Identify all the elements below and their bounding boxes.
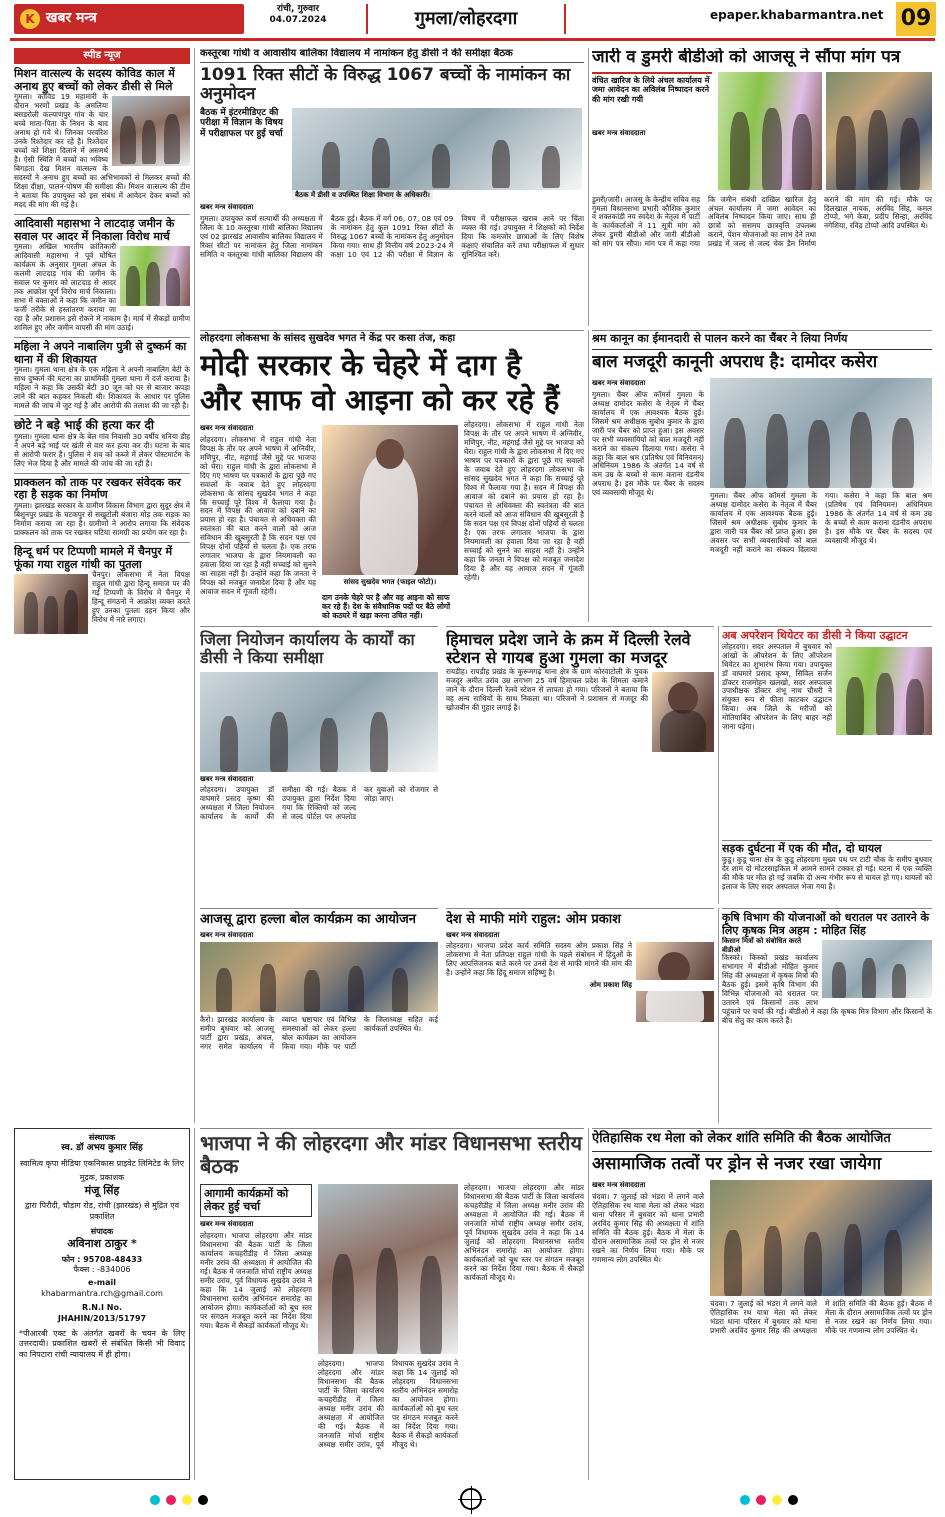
dc-review-story	[200, 626, 438, 904]
story-headline: देश से माफी मांगे राहुल: ओम प्रकाश	[446, 912, 621, 927]
imprint-printer: द्वारा पिरौदी, चौड़ाग रोड, रांची (झारखंड) से मुद्रित एवं प्रकाशित	[24, 1201, 180, 1221]
column-rule	[194, 1128, 195, 1480]
story-body: गुमला। गुमला थाना क्षेत्र के बेल गांव निवासी 30 वर्षीय धनिया डीह ने अपने बड़े भाई पर खंती से वार कर हत्या कर दी। घटना के बाद से आरोपी फरार है। पुलिस ने शव को कब्जे में लेकर पोस्टमार्टम के लिए भेज दिया है और मामले की जांच की जा रही है।	[14, 431, 190, 468]
imprint-rni-number: JHAHIN/2013/51797	[57, 1313, 147, 1323]
story-body: गुमला। गुमला थाना क्षेत्र के एक महिला ने अपनी नाबालिग बेटी के साथ दुष्कर्म की घटना का प्राथमिकी गुमला थाना में दर्ज कराया है। महिला ने कहा कि उसकी बेटी 30 जून को घर से बाजार कपड़ा लाने की बात कहकर निकली थी। शिकायत के आधार पर पुलिस मामले की जांच में जुट गई है और आरोपी की तलाश की जा रही है।	[14, 365, 190, 411]
story-headline: बाल मजदूरी कानूनी अपराध है: दामोदर कसेरा	[592, 351, 878, 372]
story-body: डुमरी/जारी। आजसू के केन्द्रीय सचिव सह गुमला विधानसभा प्रभारी कौशिक कुमार व शक्तकांडी नय स्वदेश के नेतृत्व में पार्टी के कार्यकर्ताओं ने 11 सूत्री मांग को लेकर डुमरी बीडीओ और जारी बीडीओ को मांग पत्र सौंपा। मांग पत्र में कहा गया कि जमीन संबंधी दाखिल खारिज हेतु अंचल कार्यालय में जमा आवेदन का अविलंब निष्पादन किया जाए। साथ ही छात्रों को ससमय छात्रवृत्ति उपलब्ध कराने, पेंशन योजनाओं का लाभ देने तथा प्रखंड में जल्द से जल्द चेक डैम निर्माण कराने की मांग की गई। मौके पर दिलखाल नायक, अरविंद सिंह, कमल टोप्पो, भगे केवा, प्रदीप सिन्हा, अरविंद नगेशिया, रविंद्र टोप्पो आदि उपस्थित थे।	[592, 194, 932, 249]
story-body: लोहरदगा। भाजपा लोहरदगा और मांडर विधानसभा की बैठक पार्टी के जिला कार्यालय कचहरीडीह में जिला अध्यक्ष मनीर उरांव की अध्यक्षता में आयोजित की गई। बैठक में जनजाति मोर्चा राष्ट्रीय अध्यक्ष समीर उरांव, पूर्व विधायक सुखदेव उरांव ने कहा कि 14 जुलाई को लोहरदगा विधानसभा स्तरीय अभिनंदन समारोह का आयोजन होगा। कार्यकर्ताओं को बूथ स्तर पर संगठन मजबूत करने का निर्देश दिया गया। बैठक में सैकड़ों कार्यकर्ता मौजूद थे।	[200, 1230, 312, 1330]
story-photo	[836, 647, 932, 735]
registration-dot	[198, 1495, 208, 1505]
photo-caption: ओम प्रकाश सिंह	[446, 980, 714, 991]
imprint-owner: स्वामित्व कृपा मीडिया एकनिकास प्राइवेट लिमिटेड के लिए	[20, 1159, 184, 1169]
accident-story	[722, 840, 932, 904]
story-body: लोहरदगा। सदर अस्पताल में बुधवार को आंखों के ऑपरेशन के लिए ऑपरेशन थियेटर का शुभारंभ किया गया। उपायुक्त डॉ वाघमारे प्रसाद कृष्ण, सिविल सर्जन डॉक्टर राजमोहन खलखो, सदर अस्पताल उपाधीक्षक डॉक्टर शंभू नाथ चौधरी ने संयुक्त रूप से फीता काटकर उद्घाटन किया। अब जिले के मरीजों को मोतियाबिंद ऑपरेशन के लिए बाहर नहीं जाना पड़ेगा।	[722, 641, 832, 732]
story-body: गुमला। चैंबर ऑफ कॉमर्स गुमला के अध्यक्ष दामोदर कसेरा के नेतृत्व में चैंबर कार्यालय में एक आवश्यक बैठक हुई। जिसमें श्रम अधीक्षक सुबोध कुमार के द्वारा जारी पत्र चैंबर को प्राप्त हुआ। इस अवसर पर सभी व्यवसायियों को बाल मजदूरी नहीं कराने का संकल्प दिलाया गया। कसेरा ने कहा कि बाल श्रम (प्रतिषेध एवं विनियमन) अधिनियम 1986 के अंतर्गत 14 वर्ष से कम उम्र के बच्चों से काम कराना दंडनीय अपराध है। इस मौके पर चैंबर के सदस्य एवं व्यवसायी मौजूद थे।	[592, 389, 704, 498]
story-body: लोहरदगा। भाजपा लोहरदगा और मांडर विधानसभा की बैठक पार्टी के जिला कार्यालय कचहरीडीह में जिला अध्यक्ष मनीर उरांव की अध्यक्षता में आयोजित की गई। बैठक में जनजाति मोर्चा राष्ट्रीय अध्यक्ष समीर उरांव, पूर्व विधायक सुखदेव उरांव ने कहा कि 14 जुलाई को लोहरदगा विधानसभा स्तरीय अभिनंदन समारोह का आयोजन होगा। कार्यकर्ताओं को बूथ स्तर पर संगठन मजबूत करने का निर्देश दिया गया। बैठक में सैकड़ों कार्यकर्ता मौजूद थे।	[464, 1183, 584, 1282]
story-photo	[200, 942, 438, 1012]
imprint-editor-label: संपादक	[90, 1226, 114, 1236]
registration-dot	[182, 1495, 192, 1505]
story-headline: 1091 रिक्त सीटों के विरुद्ध 1067 बच्चों के नामांकन का अनुमोदन	[200, 64, 571, 105]
missing-labourer-story	[446, 626, 714, 904]
story-headline: हिमाचल प्रदेश जाने के क्रम में दिल्ली रेलवे स्टेशन से गायब हुआ गुमला का मजदूर	[446, 630, 691, 668]
story-pullquote: वंचित खारिज के लिये अंचल कार्यालय में जमा आवेदन का अविलंब निष्पादन करने की मांग रखी गयी	[592, 72, 712, 105]
story-headline: मिशन वात्सल्य के सदस्य कोविड काल में अनाथ हुए बच्चों को लेकर डीसी से मिले	[14, 67, 175, 93]
story-headline: कृषि विभाग की योजनाओं को धरातल पर उतारने के लिए कृषक मित्र अहम : मोहित सिंह	[722, 911, 929, 937]
story-body: गुमला। कोविड 19 महामारी के दौरान भरणों प्रखंड के अमलिया बसडरोली कल्याणपुर गांव के चार बच्चे माता-पिता के निधन के बाद अनाथ हो गये थे। जिनका परवरिश उनके रिश्तेदार कर रहे है। रिश्तेदार बच्चों को शिक्षा दिलाने में असमर्थ है। ऐसी स्थिति में बच्चों का भविष्य बिगड़ता देख मिशन वात्सल्य के सदस्यों ने अनाथ हुए बच्चों का अभिभावकों से मिलकर बच्चों की शिक्षा दीक्षा, पालन-पोषण की समीक्षा की। मिशन वात्सल्य की टीम ने बताया कि उपायुक्त को इस संबंध में आवेदन देकर बच्चों को मदद की मांग की गई है।	[14, 92, 190, 210]
story-headline: प्राक्कलन को ताक पर रखकर संवेदक कर रहा है सड़क का निर्माण	[14, 473, 190, 502]
crosshair-icon	[460, 1488, 482, 1510]
story-body: लोहरदगा। लोकसभा में राहुल गांधी नेता विपक्ष के तौर पर अपने भाषण में अग्निवीर, मणिपुर, नीट, महंगाई जैसे मुद्दे पर भाजपा को घेरा। राहुल गांधी के द्वारा लोकसभा में दिए गए भाषण पर पत्रकारों के द्वारा पूछे गए सवालों के जवाब देते हुए लोहरदगा लोकसभा के सांसद सुखदेव भगत ने कहा कि सच्चाई पूरे विश्व में फैलाया गया है। सदन में विपक्ष की आवाज को दबाने का प्रयास हो रहा है। पंचायत से अधिवक्ता की स्वतंत्रता की बात करने वालों को आज संविधान की खूबसूरती है कि सदन पक्ष एवं विपक्ष दोनों पहियों से चलता है। एक तरफ लगातार भाजपा के द्वारा नियमावली का हवाला दिया जा रहा है वहीं सच्चाई को सुनने का साहस नहीं है। उन्होंने कहा कि जनता ने विपक्ष को मजबूत जनादेश दिया है और यह आवाज सदन में गूंजती रहेगी।	[200, 434, 316, 597]
story-byline: खबर मन्त्र संवाददाता	[200, 424, 254, 433]
story-headline: महिला ने अपने नाबालिग पुत्री से दुष्कर्म का थाना में की शिकायत	[14, 337, 190, 366]
section-title: गुमला/लोहरदगा	[366, 4, 566, 34]
imprint-fax: फैक्स : -834006	[73, 1265, 131, 1275]
epaper-link[interactable]: epaper.khabarmantra.net	[710, 8, 884, 22]
registration-dot	[150, 1495, 160, 1505]
registration-dot	[756, 1495, 766, 1505]
story-headline-line2: और साफ वो आइना को कर रहे हैं	[200, 382, 560, 417]
story-headline: जिला नियोजन कार्यालय के कार्यों का डीसी ने किया समीक्षा	[200, 630, 415, 668]
column-rule	[588, 48, 589, 326]
story-byline: खबर मन्त्र संवाददाता	[200, 930, 254, 939]
story-headline: जारी व डुमरी बीडीओ को आजसू ने सौंपा मांग पत्र	[592, 48, 901, 67]
story-headline: आजसू द्वारा हल्ला बोल कार्यक्रम का आयोजन	[200, 912, 417, 927]
imprint-publisher: मंजू सिंह	[84, 1183, 120, 1197]
om-prakash-story	[446, 908, 714, 1123]
city-day: रांची, गुरुवार	[276, 4, 320, 14]
imprint-publisher-label: मुद्रक, प्रकाशक	[79, 1173, 125, 1183]
kgbv-story	[200, 48, 584, 326]
story-photo	[710, 1180, 932, 1296]
story-body: गुमला। अखिल भारतीय क्रांतिकारी आदिवासी महासभा ने पूर्व घोषित कार्यक्रम के अनुसार गुमला अंचल के कलमी लाटदाड़ गांव की जमीन के सवाल पर कुमार को लाटदाड़ से आदर तक आक्रोश पूर्ण विरोध मार्च निकाला। सभा में वक्ताओं ने कहा कि जमीन का फर्जी तरीके से हस्तांतरण कराया जा रहा है और प्रशासन इसे रोकने में नाकाम है। मार्च में सैकड़ों ग्रामीण शामिल हुए और जमीन वापसी की मांग उठाई।	[14, 242, 190, 333]
brand-logo	[14, 4, 244, 34]
speed-news-tag: स्पीड न्यूज	[75, 48, 128, 64]
story-byline: खबर मन्त्र संवाददाता	[200, 1220, 254, 1229]
column-rule	[588, 1128, 589, 1480]
story-photo	[322, 425, 458, 575]
story-pullquote: बैठक में इंटरमीडिएट की परीक्षा में विज्ञान के विषय में परीक्षाफल पर हुई चर्चा	[200, 107, 283, 140]
story-headline: अब अपरेशन थियेटर का डीसी ने किया उद्घाटन	[722, 629, 908, 642]
halla-bol-story	[200, 908, 438, 1123]
story-body: कुडू। कुडू थाना क्षेत्र के कुडू लोहरदगा मुख्य पथ पर टाटी चौक के समीप बुधवार देर शाम दो मोटरसाइकिल में आमने सामने टक्कर हो गई। घटना में एक व्यक्ति की मौके पर मौत हो गई जबकि दो अन्य गंभीर रूप से घायल हो गए। घायलों को इलाज के लिए सदर अस्पताल भेजा गया है।	[722, 854, 932, 891]
story-byline: खबर मन्त्र संवाददाता	[446, 930, 500, 939]
issue-date: 04.07.2024	[269, 14, 327, 25]
column-rule	[718, 626, 719, 904]
imprint-heading: संस्थापक	[88, 1133, 116, 1142]
story-headline: आदिवासी महासभा ने लाटदाड़ जमीन के सवाल पर आदर में निकाला विरोध मार्च	[14, 214, 190, 243]
story-body: चंदवा। 7 जुलाई को भंडरा में लगने वाले ऐतिहासिक रथ यात्रा मेला को लेकर भंडरा थाना परिसर में बुधवार को थाना प्रभारी अरविंद कुमार सिंह की अध्यक्षता में शांति समिति की बैठक हुई। बैठक में मेला के दौरान असामाजिक तत्वों पर ड्रोन से नजर रखने का निर्णय लिया गया। मौके पर गणमान्य लोग उपस्थित थे।	[710, 1299, 932, 1336]
story-photo	[652, 672, 714, 752]
photo-caption: किसान मित्रों को संबोधित करते बीडीओ	[722, 937, 802, 954]
photo-caption: सांसद सुखदेव भगत (फाइल फोटो)।	[322, 577, 458, 588]
print-registration-marks	[0, 1484, 945, 1517]
registration-dot	[166, 1495, 176, 1505]
story-body: गुमला। चैंबर ऑफ कॉमर्स गुमला के अध्यक्ष दामोदर कसेरा के नेतृत्व में चैंबर कार्यालय में एक आवश्यक बैठक हुई। जिसमें श्रम अधीक्षक सुबोध कुमार के द्वारा जारी पत्र चैंबर को प्राप्त हुआ। इस अवसर पर सभी व्यवसायियों को बाल मजदूरी नहीं कराने का संकल्प दिलाया गया। कसेरा ने कहा कि बाल श्रम (प्रतिषेध एवं विनियमन) अधिनियम 1986 के अंतर्गत 14 वर्ष से कम उम्र के बच्चों से काम कराना दंडनीय अपराध है। इस मौके पर चैंबर के सदस्य एवं व्यवसायी मौजूद थे।	[710, 491, 932, 554]
story-body: लोहरदगा। भाजपा लोहरदगा और मांडर विधानसभा की बैठक पार्टी के जिला कार्यालय कचहरीडीह में जिला अध्यक्ष मनीर उरांव की अध्यक्षता में आयोजित की गई। बैठक में जनजाति मोर्चा राष्ट्रीय अध्यक्ष समीर उरांव, पूर्व विधायक सुखदेव उरांव ने कहा कि 14 जुलाई को लोहरदगा विधानसभा स्तरीय अभिनंदन समारोह का आयोजन होगा। कार्यकर्ताओं को बूथ स्तर पर संगठन मजबूत करने का निर्देश दिया गया। बैठक में सैकड़ों कार्यकर्ता मौजूद थे।	[318, 1359, 458, 1449]
story-photo	[292, 108, 582, 190]
story-pullquote: श्रम कानून का ईमानदारी से पालन करने का चैंबर ने लिया निर्णय	[592, 332, 848, 345]
registration-dot	[788, 1495, 798, 1505]
story-kicker: कस्तूरबा गांधी व आवासीय बालिका विद्यालय में नामांकन हेतु डीसी ने की समीक्षा बैठक	[200, 48, 584, 63]
story-body: चंदवा। 7 जुलाई को भंडरा में लगने वाले ऐतिहासिक रथ यात्रा मेला को लेकर भंडरा थाना परिसर में बुधवार को थाना प्रभारी अरविंद कुमार सिंह की अध्यक्षता में शांति समिति की बैठक हुई। बैठक में मेला के दौरान असामाजिक तत्वों पर ड्रोन से नजर रखने का निर्णय लिया गया। मौके पर गणमान्य लोग उपस्थित थे।	[592, 1192, 704, 1264]
story-headline-line1: मोदी सरकार के चेहरे में दाग है	[200, 347, 522, 382]
story-photo	[112, 96, 190, 166]
story-byline: खबर मन्त्र संवाददाता	[200, 774, 254, 783]
story-byline: खबर मन्त्र संवाददाता	[200, 203, 254, 212]
story-pullquote: दाग उनके चेहरे पर है और वह आइना को साफ कर रहे हैं। देश के संवैधानिक पदों पर बैठे लोगों को कठघरे में खड़ा करना उचित नहीं।	[322, 593, 451, 621]
story-body: लोहरदगा। भाजपा प्रदेश कार्य समिति सदस्य ओम प्रकाश सिंह ने लोकसभा में नेता प्रतिपक्ष राहुल गांधी के पहले संबोधन में हिंदुओं के लिए आपत्तिजनक बातें करने पर उनसे देश से माफी मांगने की मांग की है। उन्होंने कहा कि हिंदू समाज सहिष्णु है।	[446, 941, 632, 978]
story-body: गुमला। उपायुक्त कर्ण सत्यार्थी की अध्यक्षता में जिला के 10 कस्तूरबा गांधी बालिका विद्यालय एवं 02 झारखंड आवासीय बालिका विद्यालय में रिक्त सीटों पर नामांकन हेतु जिला नामांकन समिति व कस्तूरबा गांधी बालिका विद्यालय की बैठक हुई। बैठक में वर्ग 06, 07, 08 एवं 09 के नामांकन हेतु कुल 1091 रिक्त सीटों के विरुद्ध 1067 बच्चों के नामांकन हेतु अनुमोदन किया गया। साथ ही वित्तीय वर्ष 2023-24 में कक्षा 10 एवं 12 की परीक्षा में विज्ञान के विषय में परीक्षाफल खराब आने पर चिंता व्यक्त की गई। उपायुक्त ने शिक्षकों को निर्देश दिया कि कमजोर छात्राओं के लिए विशेष कक्षाएं संचालित करें तथा परीक्षाफल में सुधार सुनिश्चित करें।	[200, 213, 584, 259]
story-body: गुमला। झारखंड सरकार के ग्रामीण विकास विभाग द्वारा सुदूर क्षेत्र में बिशुनपुर प्रखंड के चटकपुर से सखुटोली बंजारा मोड़ तक सड़क का निर्माण कराया जा रहा है। ग्रामीणों ने आरोप लगाया कि संवेदक प्राक्कलन को ताक पर रखकर घटिया सामग्री का प्रयोग कर रहा है।	[14, 501, 190, 538]
imprint-rni-label: R.N.I No.	[81, 1303, 123, 1313]
column-rule	[194, 48, 195, 1123]
column-rule	[588, 330, 589, 622]
story-body: कैरो। झारखंड कार्यालय के समीप बुधवार को आजसू पार्टी द्वारा प्रखंड, अंचल, नगर समेत कार्यालय में व्याप्त भ्रष्टाचार एवं विभिन्न समस्याओं को लेकर हल्ला बोल कार्यक्रम का आयोजन किया गया। मौके पर पार्टी के जिलाध्यक्ष सहित कई कार्यकर्ता उपस्थित थे।	[200, 1015, 438, 1052]
dateline	[248, 4, 348, 26]
registration-dot	[740, 1495, 750, 1505]
masthead	[0, 0, 945, 44]
imprint-email[interactable]: khabarmantra.rch@gmail.com	[41, 1288, 163, 1298]
story-byline: खबर मन्त्र संवाददाता	[592, 128, 646, 137]
ajsu-memo-story	[592, 48, 932, 326]
imprint-founder: स्व. डॉ अभय कुमार सिंह	[61, 1143, 143, 1154]
story-photo	[318, 1184, 458, 1354]
labour-story	[592, 330, 932, 622]
brand-name: खबर मन्त्र	[46, 10, 97, 26]
page-number: 09	[896, 2, 936, 36]
story-photo	[826, 72, 932, 190]
agri-story	[722, 908, 932, 1123]
story-subheadline: असामाजिक तत्वों पर ड्रोन से नजर रखा जायेगा	[592, 1151, 932, 1175]
brand-logo-icon: K	[20, 9, 40, 29]
masthead-rule	[10, 38, 935, 41]
story-byline: खबर मन्त्र संवाददाता	[592, 1181, 646, 1190]
ot-story	[722, 626, 932, 836]
lead-story	[200, 330, 584, 622]
story-headline: हिन्दू धर्म पर टिप्पणी मामले में चैनपुर में फूंका गया राहुल गांधी का पुतला	[14, 542, 190, 571]
story-headline: ऐतिहासिक रथ मेला को लेकर शांति समिति की बैठक आयोजित	[592, 1131, 891, 1146]
imprint-box	[14, 1128, 190, 1480]
story-photo	[718, 72, 822, 190]
story-photo	[710, 378, 932, 488]
bjp-meeting-story	[200, 1128, 584, 1480]
story-headline: भाजपा ने की लोहरदगा और मांडर विधानसभा स्तरीय बैठक	[200, 1131, 583, 1178]
rath-mela-story	[592, 1128, 932, 1480]
story-body: लोहरदगा। लोकसभा में राहुल गांधी नेता विपक्ष के तौर पर अपने भाषण में अग्निवीर, मणिपुर, नीट, महंगाई जैसे मुद्दे पर भाजपा को घेरा। राहुल गांधी के द्वारा लोकसभा में दिए गए भाषण पर पत्रकारों के द्वारा पूछे गए सवालों के जवाब देते हुए लोहरदगा लोकसभा के सांसद सुखदेव भगत ने कहा कि सच्चाई पूरे विश्व में फैलाया गया है। सदन में विपक्ष की आवाज को दबाने का प्रयास हो रहा है। पंचायत से अधिवक्ता की स्वतंत्रता की बात करने वालों को आज संविधान की खूबसूरती है कि सदन पक्ष एवं विपक्ष दोनों पहियों से चलता है। एक तरफ लगातार भाजपा के द्वारा नियमावली का हवाला दिया जा रहा है वहीं सच्चाई को सुनने का साहस नहीं है। उन्होंने कहा कि जनता ने विपक्ष को मजबूत जनादेश दिया है और यह आवाज सदन में गूंजती रहेगी।	[464, 420, 584, 582]
imprint-editor: अविनाश ठाकुर *	[67, 1237, 137, 1251]
photo-caption: बैठक में डीसी व उपस्थित शिक्षा विभाग के अधिकारी।	[292, 190, 433, 201]
story-body: किस्को। किस्को प्रखंड कार्यालय सभागार में बीडीओ मोहित कुमार सिंह की अध्यक्षता में कृषक मित्रों की बैठक हुई। इसमें कृषि विभाग की विभिन्न योजनाओं को धरातल पर उतारने एवं किसानों तक लाभ पहुंचाने पर चर्चा की गई। बीडीओ ने कहा कि कृषक मित्र विभाग और किसानों के बीच सेतु का काम करते हैं।	[722, 953, 932, 1025]
registration-dot	[772, 1495, 782, 1505]
imprint-phone: फोन : 95708-48433	[61, 1254, 143, 1264]
story-byline: खबर मन्त्र संवाददाता	[592, 379, 646, 388]
story-photo	[14, 574, 88, 634]
left-column	[14, 48, 190, 1123]
column-rule	[718, 908, 719, 1123]
story-photo	[200, 672, 438, 772]
story-kicker: लोहरदगा लोकसभा के सांसद सुखदेव भगत ने केंद्र पर कसा तंज, कहा	[200, 333, 456, 344]
imprint-email-label: e-mail	[88, 1278, 116, 1288]
story-body: चैनपुर। लोकसभा में नेता विपक्ष राहुल गांधी द्वारा हिन्दू समाज पर की गई टिप्पणी के विरोध में चैनपुर में हिन्दू संगठनों ने आक्रोश व्यक्त करते हुए उनका पुतला दहन किया और विरोध में नारे लगाए।	[92, 570, 190, 625]
story-headline: छोटे ने बड़े भाई की हत्या कर दी	[14, 415, 190, 433]
story-headline: सड़क दुर्घटना में एक की मौत, दो घायल	[722, 842, 882, 855]
story-body: रायडीह। रायडीह प्रखंड के कुरूमगढ़ थाना क्षेत्र के ग्राम कोरवाटोली के युवक मजदूर अमीत उरांव उम्र लगभग 25 वर्ष हिमाचल प्रदेश के शिमला कमाने जाने के दौरान दिल्ली रेलवे स्टेशन से लापता हो गया। परिजनों ने बताया कि वह अन्य साथियों के साथ निकला था। परिजनों ने प्रशासन से मजदूर की खोजबीन की गुहार लगाई है।	[446, 666, 648, 712]
imprint-note: *पीआरबी एक्ट के अंतर्गत खबरों के चयन के लिए उत्तरदायी। प्रकाशित खबरों से संबंधित किसी भी विवाद का निपटारा रांची न्यायालय में ही होगा।	[19, 1328, 185, 1359]
story-photo	[822, 940, 932, 998]
story-photo	[120, 246, 190, 306]
story-body: लोहरदगा। उपायुक्त डॉ वाघमारे प्रसाद कृष्ण की अध्यक्षता में जिला नियोजन कार्यालय के कार्यों की समीक्षा की गई। बैठक में उपायुक्त द्वारा निर्देश दिया गया कि रिक्तियों को जल्द से जल्द पोर्टल पर अपलोड कर युवाओं को रोजगार से जोड़ा जाए।	[200, 785, 438, 822]
story-subheadline: आगामी कार्यक्रमों को लेकर हुई चर्चा	[200, 1184, 312, 1217]
